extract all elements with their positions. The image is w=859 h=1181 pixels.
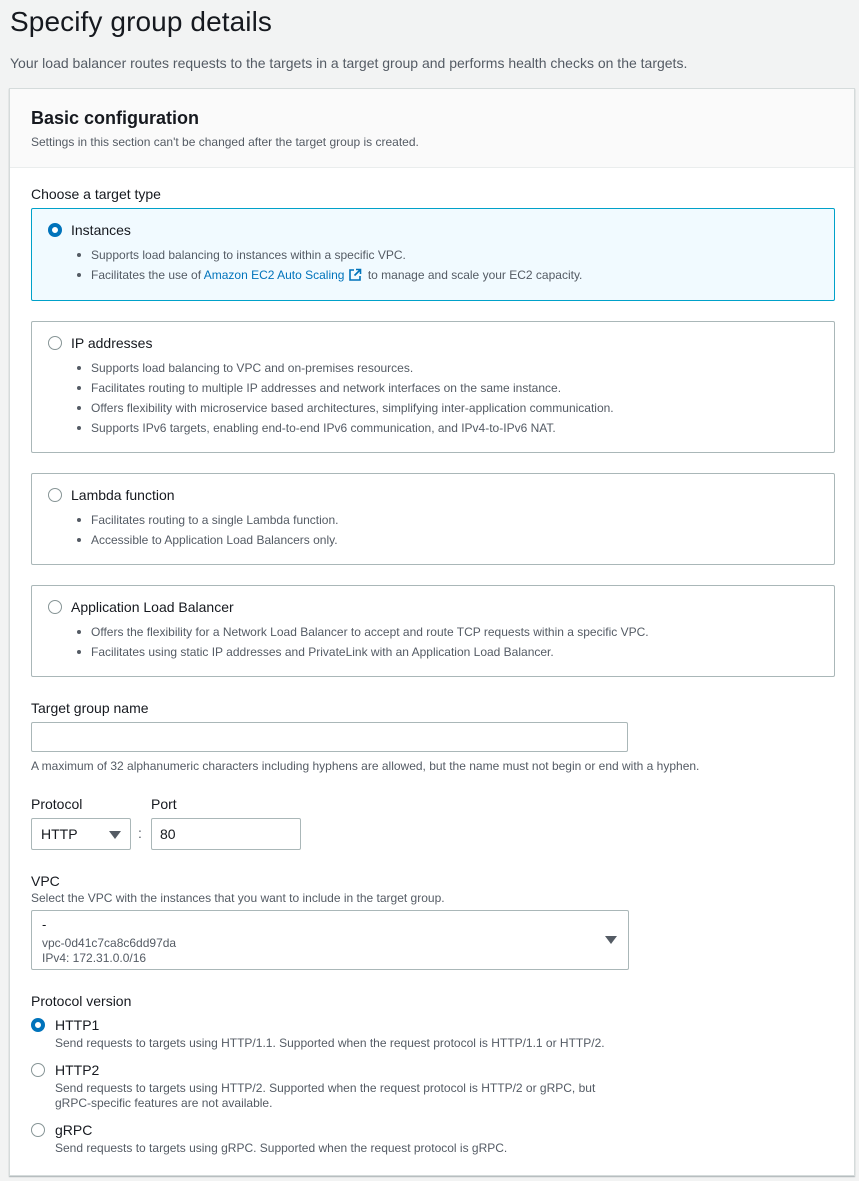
grpc-title: gRPC xyxy=(55,1122,93,1138)
protocol-version-label: Protocol version xyxy=(31,993,132,1009)
page-description: Your load balancer routes requests to the targets in a target group and performs health checks on the targets. xyxy=(10,55,688,71)
instances-bullets xyxy=(91,245,582,285)
target-group-name-label: Target group name xyxy=(31,700,149,716)
vpc-cidr: IPv4: 172.31.0.0/16 xyxy=(42,951,147,965)
ec2-auto-scaling-link[interactable]: Amazon EC2 Auto Scaling xyxy=(203,268,345,282)
caret-down-icon xyxy=(605,936,617,944)
page-title: Specify group details xyxy=(10,6,273,37)
application-load-balancer-radio[interactable] xyxy=(48,600,62,614)
lambda-function-bullets xyxy=(91,510,338,550)
bullet-text: Facilitates the use of xyxy=(91,268,204,282)
protocol-select-value: HTTP xyxy=(41,826,78,842)
vpc-id: vpc-0d41c7ca8c6dd97da xyxy=(42,936,177,950)
list-item: Supports IPv6 targets, enabling end-to-end IPv6 communication, and IPv4-to-IPv6 NAT. xyxy=(91,418,614,438)
http2-radio[interactable] xyxy=(31,1063,45,1077)
list-item: Facilitates routing to a single Lambda function. xyxy=(91,510,338,530)
external-link-icon[interactable] xyxy=(348,268,362,282)
vpc-name: - xyxy=(42,917,47,932)
target-group-name-hint: A maximum of 32 alphanumeric characters including hyphens are allowed, but the name must not begin or end with a hyphen. xyxy=(31,759,700,773)
list-item: Offers the flexibility for a Network Load Balancer to accept and route TCP requests within a specific VPC. xyxy=(91,622,649,642)
instances-title: Instances xyxy=(71,222,131,238)
ip-addresses-radio[interactable] xyxy=(48,336,62,350)
grpc-description: Send requests to targets using gRPC. Supported when the request protocol is gRPC. xyxy=(55,1141,508,1155)
lambda-function-radio[interactable] xyxy=(48,488,62,502)
port-input[interactable]: 80 xyxy=(151,818,301,850)
target-type-lambda-tile[interactable] xyxy=(31,473,835,565)
http1-radio[interactable] xyxy=(31,1018,45,1032)
http2-title: HTTP2 xyxy=(55,1062,100,1078)
protocol-label: Protocol xyxy=(31,796,83,812)
list-item xyxy=(91,265,582,285)
list-item: Supports load balancing to VPC and on-premises resources. xyxy=(91,358,614,378)
caret-down-icon xyxy=(109,831,121,839)
list-item: Accessible to Application Load Balancers only. xyxy=(91,530,338,550)
target-type-ip-tile[interactable] xyxy=(31,321,835,453)
http2-description-line1: Send requests to targets using HTTP/2. Supported when the request protocol is HTTP/2 or gRPC, but xyxy=(55,1081,596,1095)
panel-title: Basic configuration xyxy=(31,108,200,128)
lambda-function-title: Lambda function xyxy=(71,487,175,503)
ip-addresses-bullets xyxy=(91,358,614,438)
target-type-label: Choose a target type xyxy=(31,186,161,202)
list-item: Facilitates using static IP addresses and PrivateLink with an Application Load Balancer. xyxy=(91,642,649,662)
target-group-name-input[interactable] xyxy=(31,722,628,752)
http2-description-line2: gRPC-specific features are not available. xyxy=(55,1096,273,1110)
target-type-alb-tile[interactable] xyxy=(31,585,835,677)
http1-description: Send requests to targets using HTTP/1.1. Supported when the request protocol is HTTP/1.1 or HTTP/2. xyxy=(55,1036,605,1050)
protocol-port-separator: : xyxy=(138,825,142,841)
list-item: Supports load balancing to instances within a specific VPC. xyxy=(91,245,582,265)
instances-radio[interactable] xyxy=(48,223,62,237)
bullet-text: to manage and scale your EC2 capacity. xyxy=(364,268,583,282)
panel-description: Settings in this section can't be changed after the target group is created. xyxy=(31,135,419,149)
application-load-balancer-title: Application Load Balancer xyxy=(71,599,234,615)
http1-title: HTTP1 xyxy=(55,1017,100,1033)
protocol-select[interactable] xyxy=(31,818,131,850)
application-load-balancer-bullets xyxy=(91,622,649,662)
port-label: Port xyxy=(151,796,177,812)
vpc-select[interactable] xyxy=(31,910,629,970)
list-item: Facilitates routing to multiple IP addresses and network interfaces on the same instance. xyxy=(91,378,614,398)
target-type-instances-tile[interactable] xyxy=(31,208,835,301)
panel-header xyxy=(10,89,854,168)
vpc-hint: Select the VPC with the instances that you want to include in the target group. xyxy=(31,891,445,905)
vpc-label: VPC xyxy=(31,873,60,889)
basic-configuration-panel xyxy=(9,88,855,1176)
ip-addresses-title: IP addresses xyxy=(71,335,153,351)
list-item: Offers flexibility with microservice based architectures, simplifying inter-application communication. xyxy=(91,398,614,418)
grpc-radio[interactable] xyxy=(31,1123,45,1137)
